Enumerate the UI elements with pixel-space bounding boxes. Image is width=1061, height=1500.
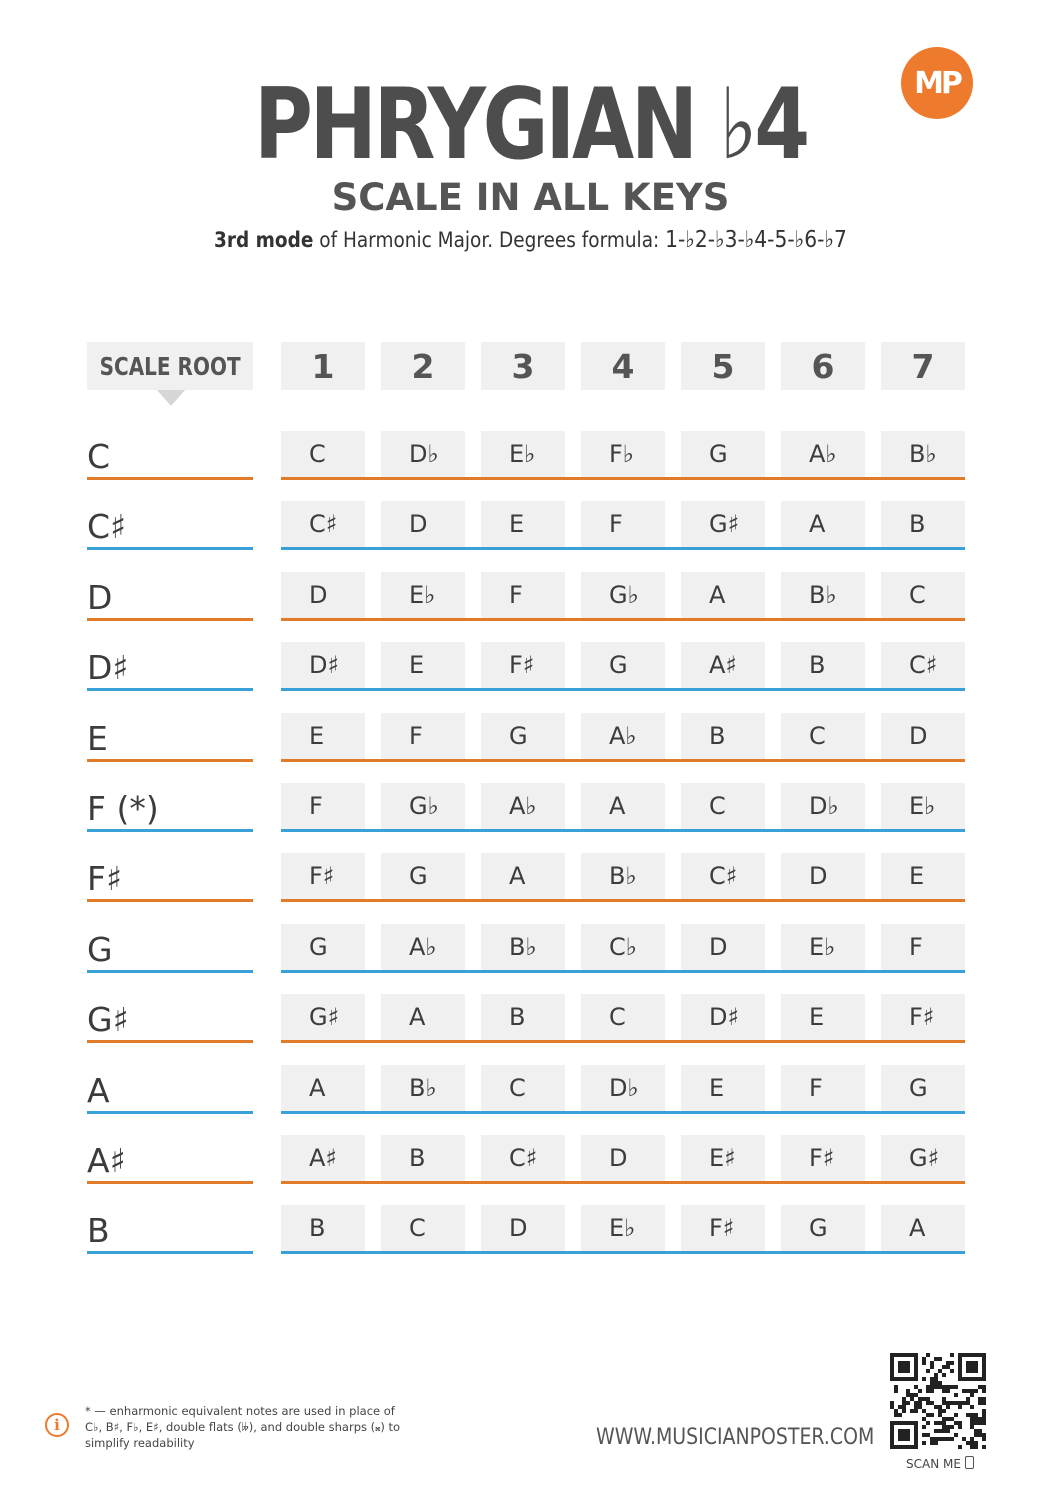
row-underline <box>281 1040 965 1043</box>
note-cell: E <box>281 713 365 759</box>
note-cell: B♭ <box>781 572 865 618</box>
note-cell: A♯ <box>681 642 765 688</box>
note-cell: D♭ <box>781 783 865 829</box>
row-underline <box>281 1251 965 1254</box>
table-row <box>0 853 1061 903</box>
note-cell: E <box>481 501 565 547</box>
note-cell: A♭ <box>581 713 665 759</box>
scale-root-label: B <box>87 1211 110 1251</box>
note-cell: D♭ <box>581 1065 665 1111</box>
root-underline <box>87 1181 253 1184</box>
note-cell: F <box>781 1065 865 1111</box>
note-cell: G♭ <box>581 572 665 618</box>
note-cell: D <box>681 924 765 970</box>
note-cell: C <box>281 431 365 477</box>
table-row <box>0 1065 1061 1115</box>
phone-icon <box>965 1456 974 1469</box>
note-cell: C♯ <box>881 642 965 688</box>
row-underline <box>281 618 965 621</box>
note-cell: D <box>481 1205 565 1251</box>
note-cell: B♭ <box>381 1065 465 1111</box>
row-underline <box>281 1181 965 1184</box>
scale-root-header-label: SCALE ROOT <box>99 351 241 381</box>
note-cell: F <box>881 924 965 970</box>
note-cell: G <box>581 642 665 688</box>
row-underline <box>281 1111 965 1114</box>
note-cell: G <box>881 1065 965 1111</box>
note-cell: E♭ <box>381 572 465 618</box>
qr-code-icon[interactable] <box>890 1353 986 1449</box>
table-row <box>0 783 1061 833</box>
root-underline <box>87 829 253 832</box>
note-cell: A <box>681 572 765 618</box>
table-row <box>0 642 1061 692</box>
note-cell: G♭ <box>381 783 465 829</box>
note-cell: E <box>781 994 865 1040</box>
note-cell: F♯ <box>781 1135 865 1181</box>
note-cell: A <box>581 783 665 829</box>
note-cell: G <box>681 431 765 477</box>
root-underline <box>87 547 253 550</box>
degree-header-3: 3 <box>481 342 565 390</box>
logo-text: MP <box>914 65 960 101</box>
note-cell: B <box>381 1135 465 1181</box>
note-cell: F <box>381 713 465 759</box>
note-cell: A♭ <box>781 431 865 477</box>
note-cell: B <box>281 1205 365 1251</box>
row-underline <box>281 759 965 762</box>
note-cell: C♯ <box>281 501 365 547</box>
scale-root-label: D♯ <box>87 648 129 688</box>
page-subtitle: SCALE IN ALL KEYS <box>331 176 730 219</box>
note-cell: A <box>781 501 865 547</box>
root-underline <box>87 759 253 762</box>
note-cell: B <box>781 642 865 688</box>
note-cell: E♭ <box>481 431 565 477</box>
note-cell: F♯ <box>281 853 365 899</box>
page-title: PHRYGIAN ♭4 <box>253 68 807 182</box>
scan-me-text: SCAN ME <box>906 1457 961 1471</box>
table-row <box>0 431 1061 481</box>
note-cell: G <box>481 713 565 759</box>
table-row <box>0 1135 1061 1185</box>
formula-text: of Harmonic Major. Degrees formula: <box>313 228 666 252</box>
note-cell: A <box>481 853 565 899</box>
scale-root-label: A♯ <box>87 1141 126 1180</box>
note-cell: B♭ <box>481 924 565 970</box>
note-cell: F♯ <box>881 994 965 1040</box>
note-cell: B <box>881 501 965 547</box>
table-row <box>0 713 1061 763</box>
note-cell: D♯ <box>281 642 365 688</box>
note-cell: B♭ <box>581 853 665 899</box>
note-cell: D <box>881 713 965 759</box>
note-cell: B <box>481 994 565 1040</box>
note-cell: C♯ <box>681 853 765 899</box>
row-underline <box>281 547 965 550</box>
note-cell: C <box>781 713 865 759</box>
scale-root-label: F♯ <box>87 859 122 899</box>
root-underline <box>87 1040 253 1043</box>
row-underline <box>281 477 965 480</box>
table-row <box>0 1205 1061 1255</box>
scale-root-label: E <box>87 718 108 758</box>
note-cell: G♯ <box>681 501 765 547</box>
note-cell: A <box>281 1065 365 1111</box>
note-cell: F♭ <box>581 431 665 477</box>
root-underline <box>87 899 253 902</box>
row-underline <box>281 899 965 902</box>
note-cell: G <box>381 853 465 899</box>
note-cell: A <box>381 994 465 1040</box>
table-row <box>0 572 1061 622</box>
note-cell: A♭ <box>481 783 565 829</box>
footnote: * — enharmonic equivalent notes are used in place of C♭, B♯, F♭, E♯, double flats (𝄫), and double sharps (𝄪) to simplify readability <box>85 1404 401 1450</box>
note-cell: C <box>681 783 765 829</box>
note-cell: G♯ <box>881 1135 965 1181</box>
note-cell: D♭ <box>381 431 465 477</box>
note-cell: A♯ <box>281 1135 365 1181</box>
formula-degrees: 1-♭2-♭3-♭4-5-♭6-♭7 <box>665 227 847 253</box>
note-cell: E♭ <box>881 783 965 829</box>
row-underline <box>281 688 965 691</box>
note-cell: C <box>381 1205 465 1251</box>
degree-header-1: 1 <box>281 342 365 390</box>
root-underline <box>87 477 253 480</box>
degree-header-7: 7 <box>881 342 965 390</box>
mode-label: 3rd mode <box>214 228 314 252</box>
note-cell: C <box>481 1065 565 1111</box>
note-cell: A <box>881 1205 965 1251</box>
note-cell: G <box>281 924 365 970</box>
note-cell: D <box>381 501 465 547</box>
scale-root-label: G <box>87 929 113 969</box>
table-row <box>0 994 1061 1044</box>
note-cell: B♭ <box>881 431 965 477</box>
note-cell: G♯ <box>281 994 365 1040</box>
note-cell: F♯ <box>681 1205 765 1251</box>
root-underline <box>87 1251 253 1254</box>
table-row <box>0 501 1061 551</box>
note-cell: A♭ <box>381 924 465 970</box>
root-underline <box>87 1111 253 1114</box>
scale-root-label: C♯ <box>87 507 127 547</box>
note-cell: D <box>581 1135 665 1181</box>
note-cell: E♯ <box>681 1135 765 1181</box>
note-cell: B <box>681 713 765 759</box>
note-cell: D♯ <box>681 994 765 1040</box>
note-cell: E♭ <box>581 1205 665 1251</box>
note-cell: C <box>581 994 665 1040</box>
info-icon: i <box>45 1413 69 1437</box>
degree-header-2: 2 <box>381 342 465 390</box>
row-underline <box>281 829 965 832</box>
note-cell: D <box>281 572 365 618</box>
note-cell: E♭ <box>781 924 865 970</box>
scale-root-label: F (*) <box>87 789 159 828</box>
note-cell: C♭ <box>581 924 665 970</box>
scale-root-label: G♯ <box>87 1000 129 1040</box>
degrees-formula <box>64 225 998 255</box>
degree-header-4: 4 <box>581 342 665 390</box>
note-cell: F <box>581 501 665 547</box>
scan-me-label <box>906 1456 986 1471</box>
website-link[interactable]: WWW.MUSICIANPOSTER.COM <box>596 1425 875 1450</box>
note-cell: G <box>781 1205 865 1251</box>
note-cell: F <box>281 783 365 829</box>
row-underline <box>281 970 965 973</box>
root-underline <box>87 618 253 621</box>
degree-header-6: 6 <box>781 342 865 390</box>
scale-root-header <box>87 342 253 390</box>
scale-root-label: C <box>87 437 111 476</box>
note-cell: F♯ <box>481 642 565 688</box>
root-underline <box>87 970 253 973</box>
note-cell: D <box>781 853 865 899</box>
note-cell: E <box>881 853 965 899</box>
degree-header-5: 5 <box>681 342 765 390</box>
down-arrow-icon <box>157 390 185 406</box>
note-cell: C♯ <box>481 1135 565 1181</box>
note-cell: E <box>381 642 465 688</box>
note-cell: C <box>881 572 965 618</box>
note-cell: F <box>481 572 565 618</box>
scale-root-label: D <box>87 577 113 617</box>
scale-root-label: A <box>87 1070 110 1110</box>
table-row <box>0 924 1061 974</box>
note-cell: E <box>681 1065 765 1111</box>
root-underline <box>87 688 253 691</box>
